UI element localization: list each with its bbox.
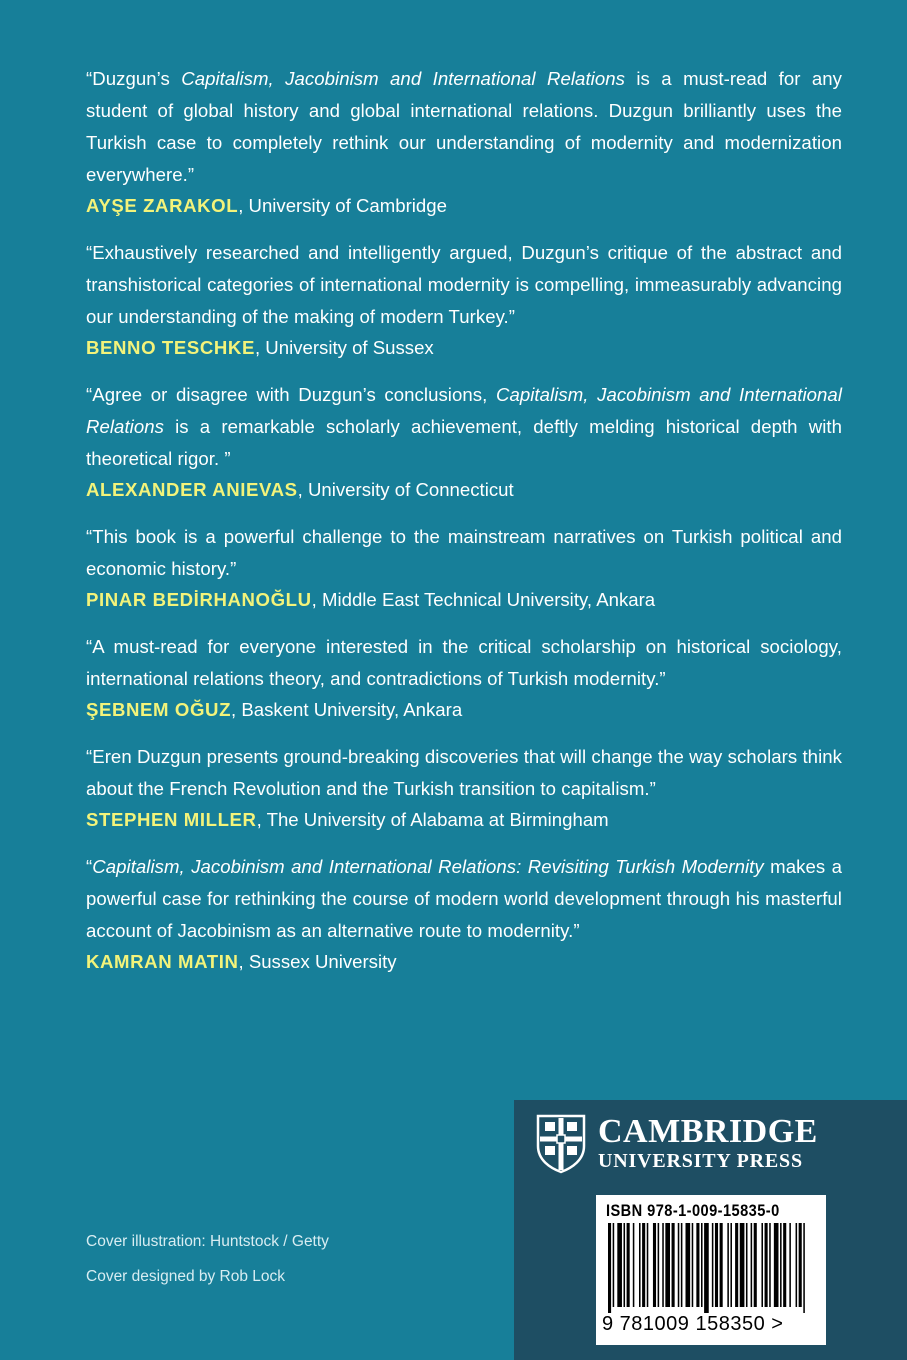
endorsement bbox=[86, 631, 842, 723]
endorser-affiliation: , University of Cambridge bbox=[238, 195, 447, 216]
quote-text: “Eren Duzgun presents ground-breaking discoveries that will change the way scholars think about the French Revolution and the Turkish transition to capitalism.” bbox=[86, 746, 842, 799]
isbn-label: ISBN 978-1-009-15835-0 bbox=[606, 1201, 780, 1220]
cover-credits bbox=[86, 1224, 329, 1294]
endorsement bbox=[86, 741, 842, 833]
quote-text: “A must-read for everyone interested in the critical scholarship on historical sociology, international relations theory, and contradictions of Turkish modernity.” bbox=[86, 636, 842, 689]
quote-text: “Exhaustively researched and intelligently argued, Duzgun’s critique of the abstract and transhistorical categories of international modernity is compelling, immeasurably advancing our understanding of the making of modern Turkey.” bbox=[86, 242, 842, 327]
design-credit: Cover designed by Rob Lock bbox=[86, 1268, 286, 1285]
quote-text: “Agree or disagree with Duzgun’s conclusions, Capitalism, Jacobinism and International Relations is a remarkable scholarly achievement, deftly melding historical depth with theoretical rigor. ” bbox=[86, 384, 843, 469]
quote-attribution bbox=[86, 587, 842, 613]
quote-attribution bbox=[86, 697, 842, 723]
publisher-panel bbox=[514, 1100, 907, 1360]
quote-attribution bbox=[86, 335, 842, 361]
endorser-name: AYŞE ZARAKOL bbox=[86, 195, 239, 216]
quote-text: “This book is a powerful challenge to the mainstream narratives on Turkish political and economic history.” bbox=[86, 526, 842, 579]
endorsement bbox=[86, 63, 842, 219]
endorser-name: PINAR BEDİRHANOĞLU bbox=[86, 589, 312, 610]
endorser-name: ŞEBNEM OĞUZ bbox=[86, 699, 232, 720]
quote-attribution bbox=[86, 193, 842, 219]
barcode-digits: 9 781009 158350 > bbox=[602, 1313, 784, 1335]
endorser-affiliation: , University of Connecticut bbox=[297, 479, 514, 500]
quote-attribution bbox=[86, 807, 842, 833]
endorser-name: ALEXANDER ANIEVAS bbox=[86, 479, 298, 500]
endorsement bbox=[86, 851, 842, 975]
publisher-logo bbox=[536, 1114, 818, 1174]
endorser-name: BENNO TESCHKE bbox=[86, 337, 255, 358]
endorsement bbox=[86, 521, 842, 613]
endorsements bbox=[86, 63, 842, 993]
barcode-bars bbox=[604, 1223, 812, 1313]
quote-attribution bbox=[86, 949, 842, 975]
endorsement bbox=[86, 237, 842, 361]
illustration-credit: Cover illustration: Huntstock / Getty bbox=[86, 1233, 329, 1250]
endorser-affiliation: , University of Sussex bbox=[254, 337, 434, 358]
endorser-name: KAMRAN MATIN bbox=[86, 951, 239, 972]
quote-attribution bbox=[86, 477, 842, 503]
cambridge-shield-icon bbox=[536, 1114, 586, 1174]
endorser-name: STEPHEN MILLER bbox=[86, 809, 257, 830]
endorser-affiliation: , Sussex University bbox=[238, 951, 397, 972]
endorser-affiliation: , Middle East Technical University, Ankara bbox=[311, 589, 656, 610]
endorser-affiliation: , The University of Alabama at Birmingham bbox=[256, 809, 609, 830]
quote-text: “Capitalism, Jacobinism and International Relations: Revisiting Turkish Modernity makes a powerful case for rethinking the course of modern world development through his masterful account of Jacobinism as an alternative route to modernity.” bbox=[86, 856, 842, 941]
isbn-barcode bbox=[596, 1195, 826, 1345]
publisher-subname: UNIVERSITY PRESS bbox=[598, 1150, 803, 1172]
quote-text: “Duzgun’s Capitalism, Jacobinism and International Relations is a must-read for any student of global history and global international relations. Duzgun brilliantly uses the Turkish case to completely rethink our understanding of modernity and modernization everywhere.” bbox=[86, 68, 842, 185]
endorsement bbox=[86, 379, 842, 503]
publisher-name: CAMBRIDGE bbox=[598, 1113, 818, 1150]
endorser-affiliation: , Baskent University, Ankara bbox=[231, 699, 463, 720]
